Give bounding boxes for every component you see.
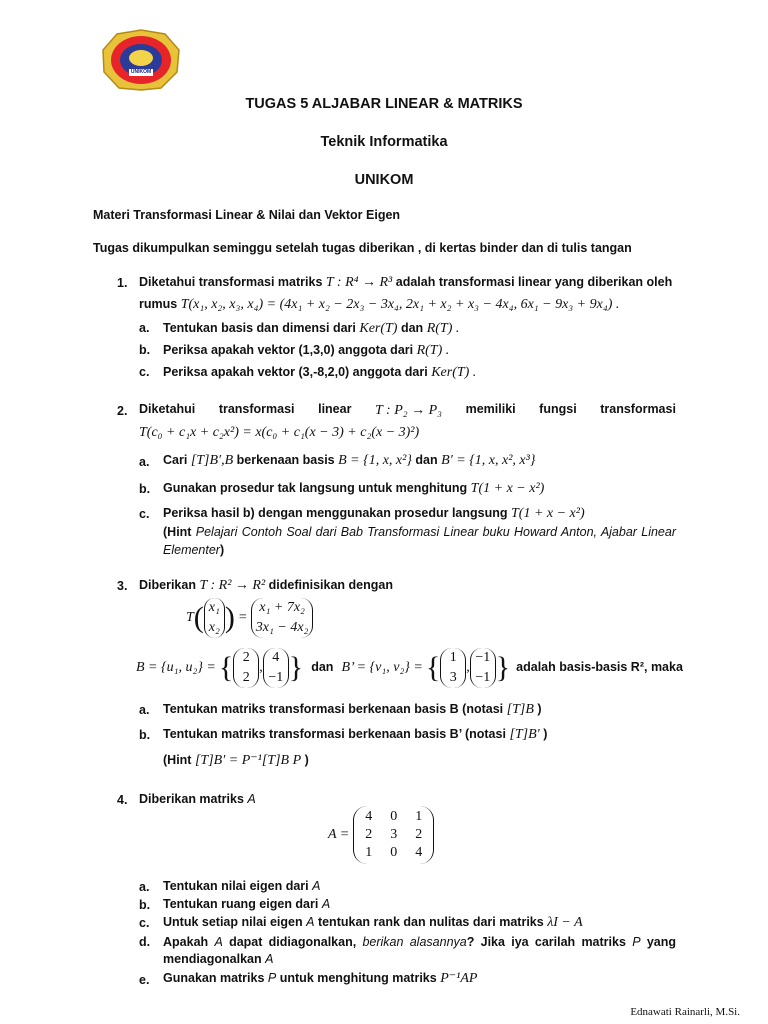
q2b-label: b. bbox=[139, 482, 151, 496]
q2-hint: (Hint Pelajari Contoh Soal dari Bab Transformasi Linear buku Howard Anton, Ajabar Linear Elementer) bbox=[163, 525, 676, 557]
matrix-cell: 1 bbox=[415, 809, 423, 824]
unikom-logo bbox=[99, 28, 183, 92]
q3-number: 3. bbox=[117, 579, 128, 593]
q1-formula: T(x₁, x₂, x₃, x₄) = (4x₁ + x₂ − 2x₃ − 3x₄, 2x₁ + x₂ + x₃ − 4x₄, 6x₁ − 9x₃ + 9x₄) . bbox=[180, 297, 620, 312]
q4b-text: Tentukan ruang eigen dari A bbox=[163, 897, 331, 911]
matrix-cell: 0 bbox=[390, 809, 398, 824]
q4-matrix-A: A = 4 0 1 2 3 2 1 0 4 bbox=[328, 806, 434, 864]
q2a-text: Cari [T]B′,B berkenaan basis B = {1, x, x²} dan B′ = {1, x, x², x³} bbox=[163, 453, 536, 468]
matrix-row bbox=[356, 826, 431, 844]
q3b-label: b. bbox=[139, 728, 151, 742]
instructions: Tugas dikumpulkan seminggu setelah tugas diberikan , di kertas binder dan di tulis tangan bbox=[93, 241, 632, 255]
q1c-label: c. bbox=[139, 365, 150, 379]
matrix-cell: 4 bbox=[365, 809, 373, 824]
q1-mapping: T : R⁴ → R³ bbox=[325, 275, 393, 290]
q4b-label: b. bbox=[139, 898, 151, 912]
material-heading: Materi Transformasi Linear & Nilai dan Vektor Eigen bbox=[93, 208, 401, 222]
q4-line1: Diberikan matriks A bbox=[139, 792, 256, 806]
q1-number: 1. bbox=[117, 276, 128, 290]
q3-v1-vector: 1 3 bbox=[440, 648, 466, 688]
q4a-label: a. bbox=[139, 880, 150, 894]
matrix-cell: 4 bbox=[415, 845, 423, 860]
page-title: TUGAS 5 ALJABAR LINEAR & MATRIKS bbox=[245, 96, 523, 112]
q3a-text: Tentukan matriks transformasi berkenaan basis B (notasi [T]B ) bbox=[163, 702, 542, 717]
q4e-label: e. bbox=[139, 973, 150, 987]
q3-u1-vector: 2 2 bbox=[233, 648, 259, 688]
q3-bases: B = {u₁, u₂} = { 2 2 , 4 −1 } dan B’ = {v₁, v₂} = { 1 3 , −1 −1 } adalah basis-basis R², maka bbox=[136, 648, 683, 688]
q4-number: 4. bbox=[117, 793, 128, 807]
program-name: Teknik Informatika bbox=[320, 134, 448, 150]
q1b-text: Periksa apakah vektor (1,3,0) anggota dari R(T) . bbox=[163, 343, 450, 358]
q3-hint: (Hint [T]B′ = P⁻¹[T]B P ) bbox=[163, 753, 309, 768]
q4e-text: Gunakan matriks P untuk menghitung matriks P⁻¹AP bbox=[163, 971, 478, 986]
q3-output-vector: x₁ + 7x₂ 3x₁ − 4x₂ bbox=[251, 598, 314, 638]
q4d-text: Apakah A dapat didiagonalkan, berikan alasannya? Jika iya carilah matriks P yang mendiagonalkan A bbox=[163, 935, 677, 966]
q2c-label: c. bbox=[139, 507, 150, 521]
q2-formula: T(c₀ + c₁x + c₂x²) = x(c₀ + c₁(x − 3) + c₂(x − 3)²) bbox=[139, 425, 420, 440]
logo-text: UNIKOM bbox=[130, 69, 152, 75]
q2-line1: Diketahui transformasi linear T : P₂ → P₃ memiliki fungsi transformasi bbox=[139, 402, 676, 418]
footer-author: Ednawati Rainarli, M.Si. bbox=[630, 1006, 740, 1018]
q2-number: 2. bbox=[117, 404, 128, 418]
institution-name: UNIKOM bbox=[354, 172, 414, 188]
q1b-label: b. bbox=[139, 343, 151, 357]
q3b-text: Tentukan matriks transformasi berkenaan basis B’ (notasi [T]B′ ) bbox=[163, 727, 548, 742]
matrix-grid bbox=[356, 808, 431, 862]
matrix-cell: 2 bbox=[365, 827, 373, 842]
q2b-text: Gunakan prosedur tak langsung untuk menghitung T(1 + x − x²) bbox=[163, 481, 545, 496]
matrix-row bbox=[356, 808, 431, 826]
matrix-cell: 2 bbox=[415, 827, 423, 842]
q3-transform-definition: T ( x₁ x₂ ) = x₁ + 7x₂ 3x₁ − 4x₂ bbox=[186, 598, 313, 638]
q1a-label: a. bbox=[139, 321, 150, 335]
q3-line1: Diberikan T : R² → R² didefinisikan dengan bbox=[139, 578, 393, 593]
matrix-row bbox=[356, 844, 431, 862]
q1-line1: Diketahui transformasi matriks T : R⁴ → R³ adalah transformasi linear yang diberikan oleh bbox=[139, 275, 673, 290]
q3-input-vector: x₁ x₂ bbox=[204, 598, 225, 638]
q4c-label: c. bbox=[139, 916, 150, 930]
q2a-label: a. bbox=[139, 455, 150, 469]
q3a-label: a. bbox=[139, 703, 150, 717]
matrix-cell: 1 bbox=[365, 845, 373, 860]
q3-v2-vector: −1 −1 bbox=[470, 648, 496, 688]
matrix-cell: 3 bbox=[390, 827, 398, 842]
q1a-text: Tentukan basis dan dimensi dari Ker(T) dan R(T) . bbox=[163, 321, 460, 336]
q1c-text: Periksa apakah vektor (3,-8,2,0) anggota dari Ker(T) . bbox=[163, 365, 477, 380]
q4c-text: Untuk setiap nilai eigen A tentukan rank dan nulitas dari matriks λI − A bbox=[163, 915, 583, 930]
q2c-text: Periksa hasil b) dengan menggunakan prosedur langsung T(1 + x − x²) bbox=[163, 506, 585, 521]
q1-line2: rumus T(x₁, x₂, x₃, x₄) = (4x₁ + x₂ − 2x₃ − 3x₄, 2x₁ + x₂ + x₃ − 4x₄, 6x₁ − 9x₃ + 9x₄) . bbox=[139, 297, 620, 312]
matrix-cell: 0 bbox=[390, 845, 398, 860]
q3-u2-vector: 4 −1 bbox=[263, 648, 289, 688]
q4a-text: Tentukan nilai eigen dari A bbox=[163, 879, 321, 893]
q4d-label: d. bbox=[139, 935, 151, 949]
